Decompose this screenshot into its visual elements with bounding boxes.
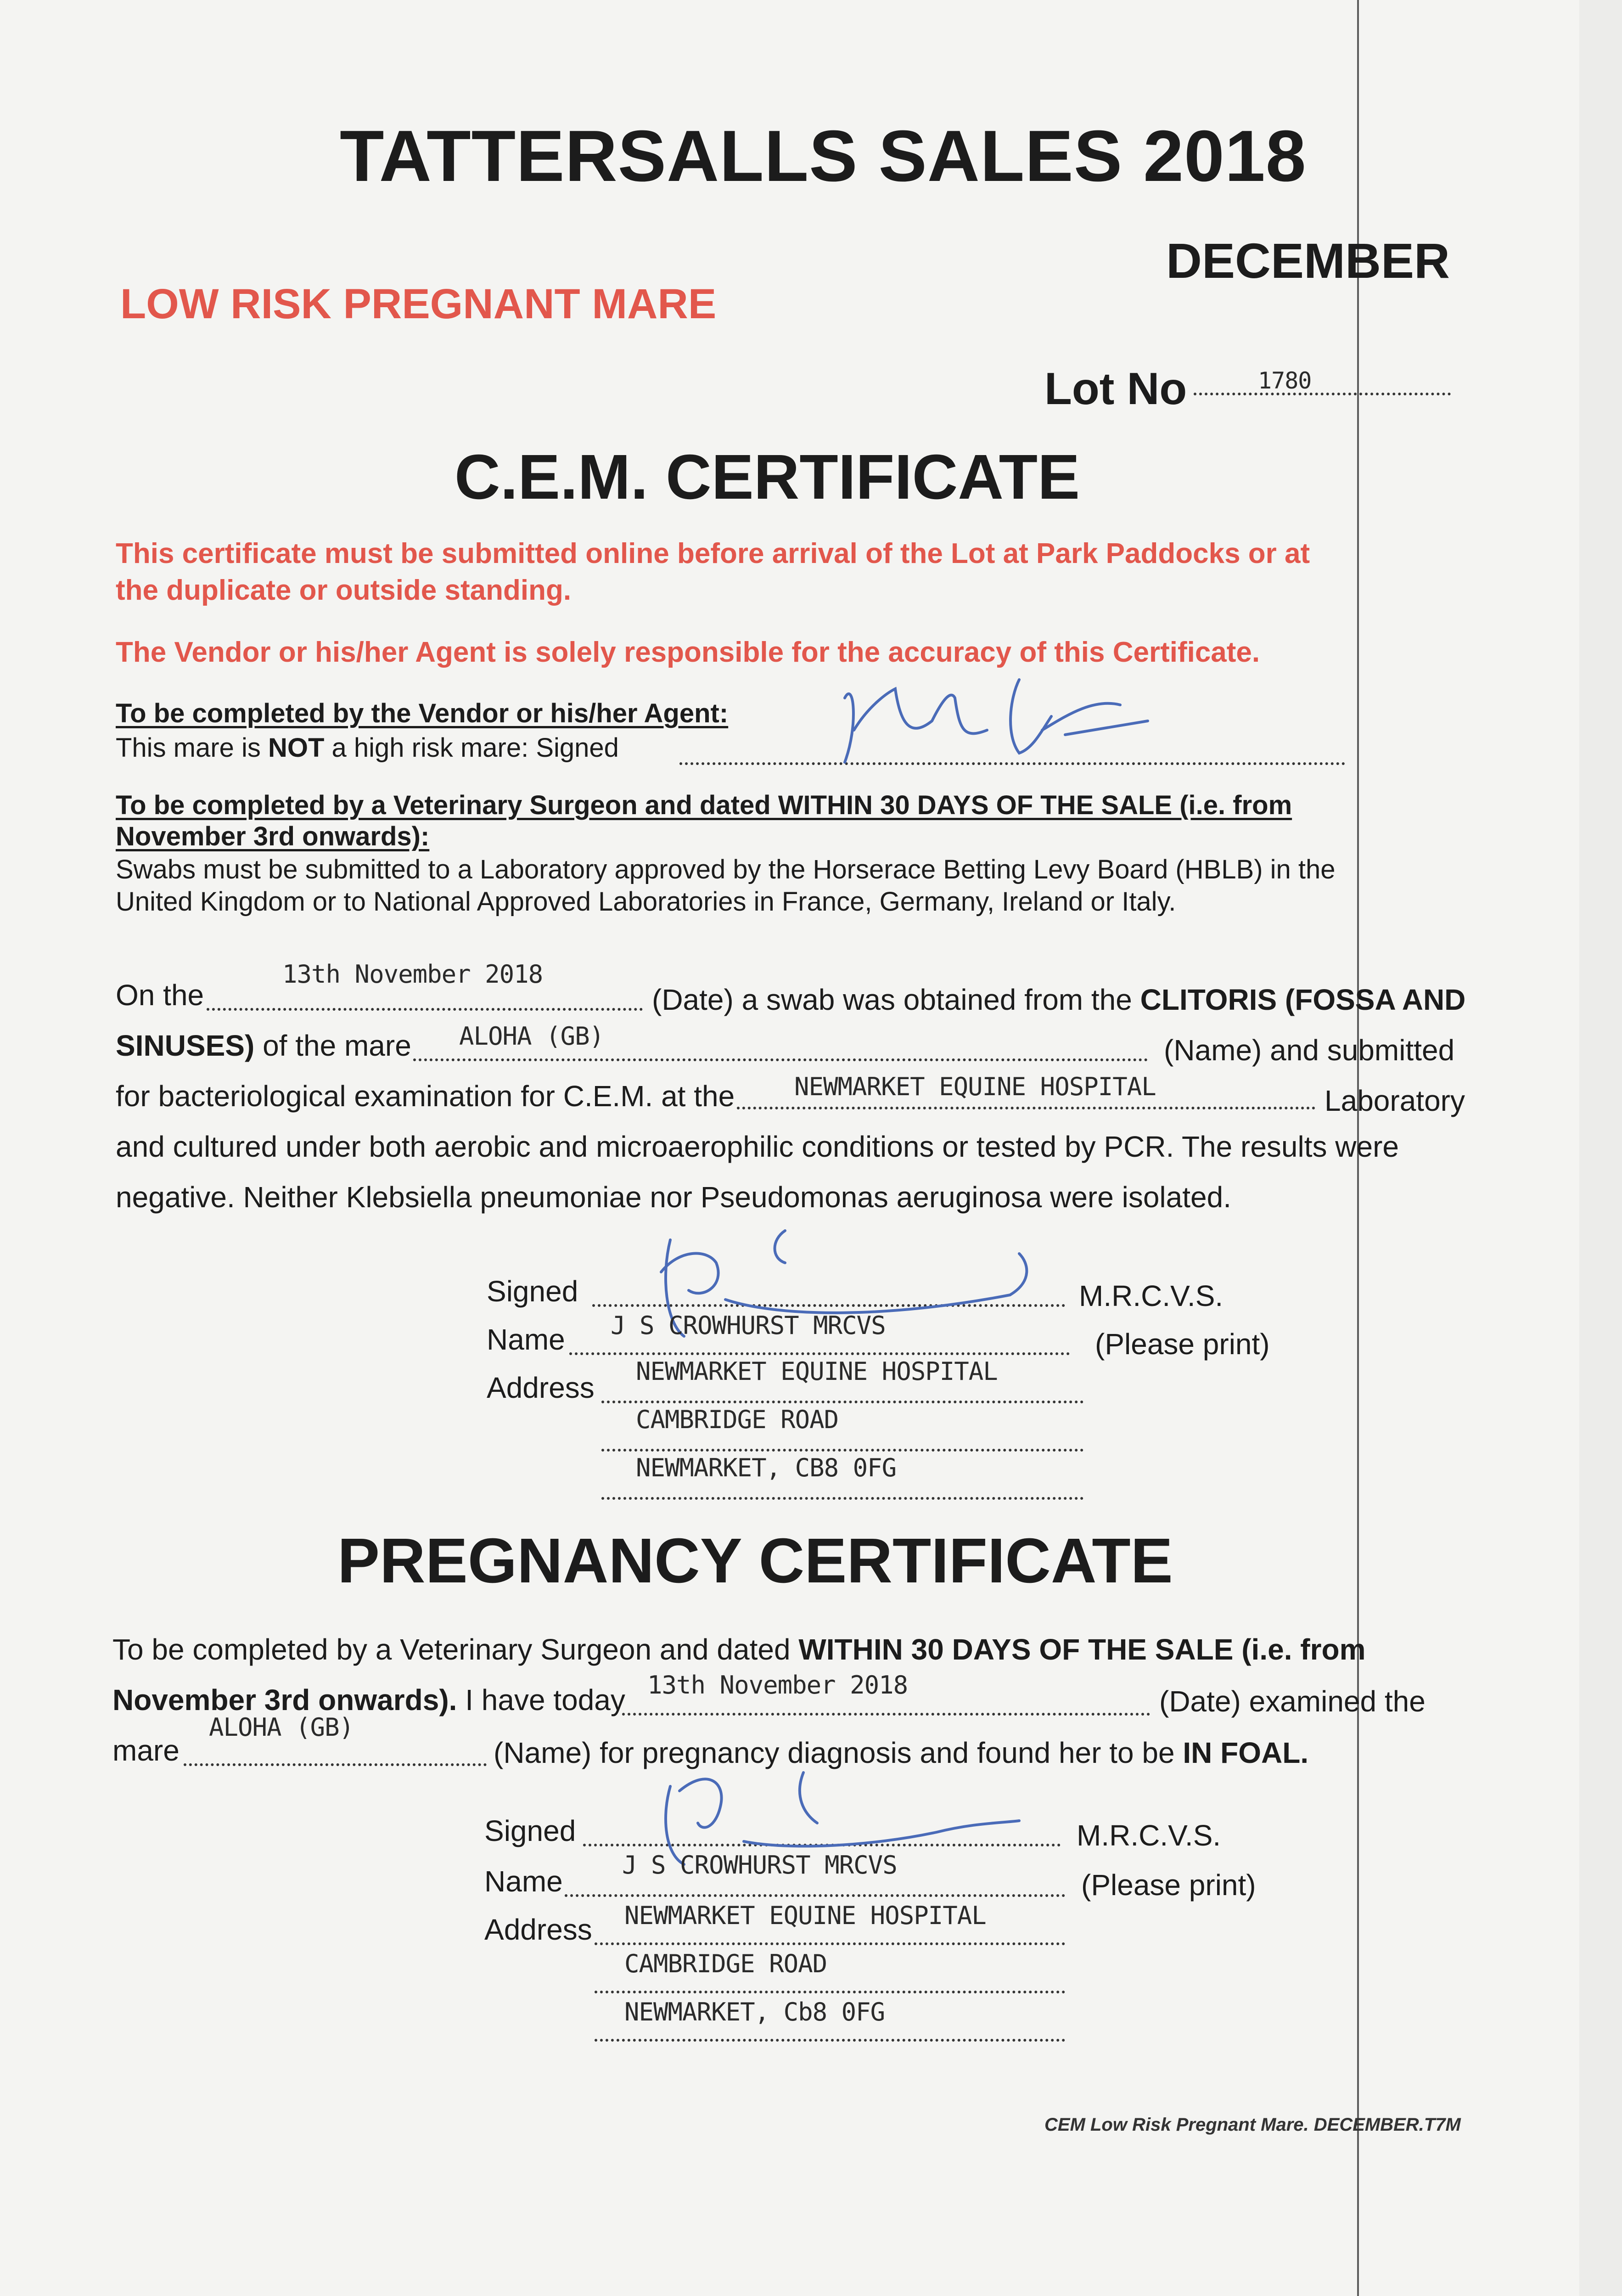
- cem-date-line: [207, 1008, 643, 1011]
- vendor-line-pre: This mare is: [116, 733, 261, 763]
- sinuses-line: [116, 1029, 411, 1063]
- cultured-line: and cultured under both aerobic and microaerophilic conditions or tested by PCR. The results were: [116, 1130, 1399, 1163]
- preg-vet-name: J S CROWHURST MRCVS: [622, 1851, 897, 1880]
- page-edge: [1579, 0, 1622, 2296]
- cem-name-line: [569, 1352, 1070, 1355]
- preg-address-line-2: [595, 1991, 1065, 1993]
- vet-heading-2: November 3rd onwards):: [116, 822, 430, 851]
- cem-date-value: 13th November 2018: [282, 960, 543, 989]
- on-the-label: On the: [116, 979, 204, 1012]
- laboratory-label: Laboratory: [1325, 1084, 1465, 1117]
- month-label: DECEMBER: [1166, 233, 1450, 288]
- sinuses-label: SINUSES): [116, 1029, 255, 1062]
- preg-name-line: [565, 1894, 1065, 1897]
- cem-address-line-1: [601, 1401, 1083, 1403]
- vendor-responsibility-notice: The Vendor or his/her Agent is solely responsible for the accuracy of this Certificate.: [116, 636, 1260, 668]
- cem-title: C.E.M. CERTIFICATE: [455, 442, 1080, 512]
- cem-address-line-2: [601, 1449, 1083, 1452]
- vendor-line-post: a high risk mare: Signed: [331, 733, 619, 763]
- lot-label: Lot No: [1044, 363, 1187, 414]
- cem-address-1: NEWMARKET EQUINE HOSPITAL: [636, 1357, 998, 1386]
- name-submitted-label: (Name) and submitted: [1164, 1034, 1455, 1067]
- negative-line: negative. Neither Klebsiella pneumoniae nor Pseudomonas aeruginosa were isolated.: [116, 1181, 1231, 1214]
- preg-date-line: [622, 1713, 1150, 1716]
- preg-address-3: NEWMARKET, Cb8 0FG: [624, 1998, 885, 2026]
- cem-address-2: CAMBRIDGE ROAD: [636, 1405, 839, 1434]
- preg-line-2: [112, 1683, 625, 1717]
- preg-mare-label: mare: [112, 1734, 180, 1767]
- preg-date-suffix: (Date) examined the: [1159, 1685, 1426, 1718]
- preg-line-1: [112, 1632, 1365, 1666]
- pregnancy-title: PREGNANCY CERTIFICATE: [337, 1525, 1173, 1596]
- cem-address-3: NEWMARKET, CB8 0FG: [636, 1453, 897, 1482]
- preg-line2-bold: November 3rd onwards).: [112, 1683, 457, 1716]
- cem-mare-line: [413, 1058, 1148, 1061]
- vendor-signature: [826, 661, 1157, 771]
- vet-heading-1: To be completed by a Veterinary Surgeon and dated WITHIN 30 DAYS OF THE SALE (i.e. from: [116, 790, 1292, 820]
- preg-line2-pre: I have today: [465, 1683, 625, 1716]
- preg-line1-pre: To be completed by a Veterinary Surgeon and dated: [112, 1633, 791, 1666]
- cem-please-print: (Please print): [1095, 1328, 1270, 1361]
- vendor-line-not: NOT: [268, 733, 325, 763]
- subtitle-low-risk: LOW RISK PREGNANT MARE: [120, 281, 717, 327]
- cem-signed-label: Signed: [487, 1275, 578, 1308]
- preg-address-label: Address: [484, 1913, 592, 1946]
- preg-please-print: (Please print): [1081, 1868, 1256, 1902]
- cem-address-label: Address: [487, 1371, 595, 1404]
- preg-address-line-3: [595, 2039, 1065, 2042]
- preg-address-1: NEWMARKET EQUINE HOSPITAL: [624, 1901, 986, 1930]
- of-the-mare-label: of the mare: [263, 1029, 411, 1062]
- notice-line-1: This certificate must be submitted online before arrival of the Lot at Park Paddocks or at: [116, 538, 1310, 569]
- page-title: TATTERSALLS SALES 2018: [340, 116, 1307, 197]
- preg-address-line-1: [595, 1942, 1065, 1945]
- cem-mrcvs: M.R.C.V.S.: [1079, 1279, 1224, 1312]
- bacterio-label: for bacteriological examination for C.E.M. at the: [116, 1080, 735, 1113]
- lot-dotted-line: [1194, 393, 1451, 395]
- cem-lab-line: [737, 1107, 1315, 1109]
- cem-lab-name: NEWMARKET EQUINE HOSPITAL: [794, 1072, 1156, 1101]
- swabs-line-1: Swabs must be submitted to a Laboratory approved by the Horserace Betting Levy Board (HBLB) in the: [116, 855, 1336, 884]
- date-suffix: [652, 983, 1465, 1017]
- preg-line3-post: (Name) for pregnancy diagnosis and found her to be: [494, 1736, 1175, 1769]
- form-code: CEM Low Risk Pregnant Mare. DECEMBER.T7M: [1044, 2115, 1461, 2135]
- preg-mrcvs: M.R.C.V.S.: [1077, 1819, 1221, 1852]
- in-foal-label: IN FOAL.: [1183, 1736, 1309, 1769]
- notice-line-2: the duplicate or outside standing.: [116, 574, 572, 606]
- preg-mare-line: [184, 1763, 487, 1766]
- preg-signed-label: Signed: [484, 1814, 576, 1847]
- swabs-line-2: United Kingdom or to National Approved Laboratories in France, Germany, Ireland or Italy.: [116, 887, 1176, 917]
- vendor-declaration: [116, 732, 619, 763]
- lot-number: 1780: [1258, 367, 1312, 394]
- cem-vet-name: J S CROWHURST MRCVS: [611, 1311, 886, 1340]
- preg-mare-name: ALOHA (GB): [209, 1713, 354, 1742]
- preg-name-label: Name: [484, 1865, 563, 1898]
- preg-address-2: CAMBRIDGE ROAD: [624, 1949, 827, 1978]
- cem-mare-name: ALOHA (GB): [459, 1022, 604, 1051]
- date-suffix-pre: (Date) a swab was obtained from the: [652, 983, 1132, 1016]
- preg-line1-bold: WITHIN 30 DAYS OF THE SALE (i.e. from: [798, 1633, 1366, 1666]
- cem-name-label: Name: [487, 1323, 565, 1356]
- vendor-section-heading: To be completed by the Vendor or his/her Agent:: [116, 698, 729, 728]
- clitoris-fossa-label: CLITORIS (FOSSA AND: [1140, 983, 1466, 1016]
- cem-address-line-3: [601, 1497, 1083, 1500]
- preg-date-value: 13th November 2018: [647, 1671, 908, 1699]
